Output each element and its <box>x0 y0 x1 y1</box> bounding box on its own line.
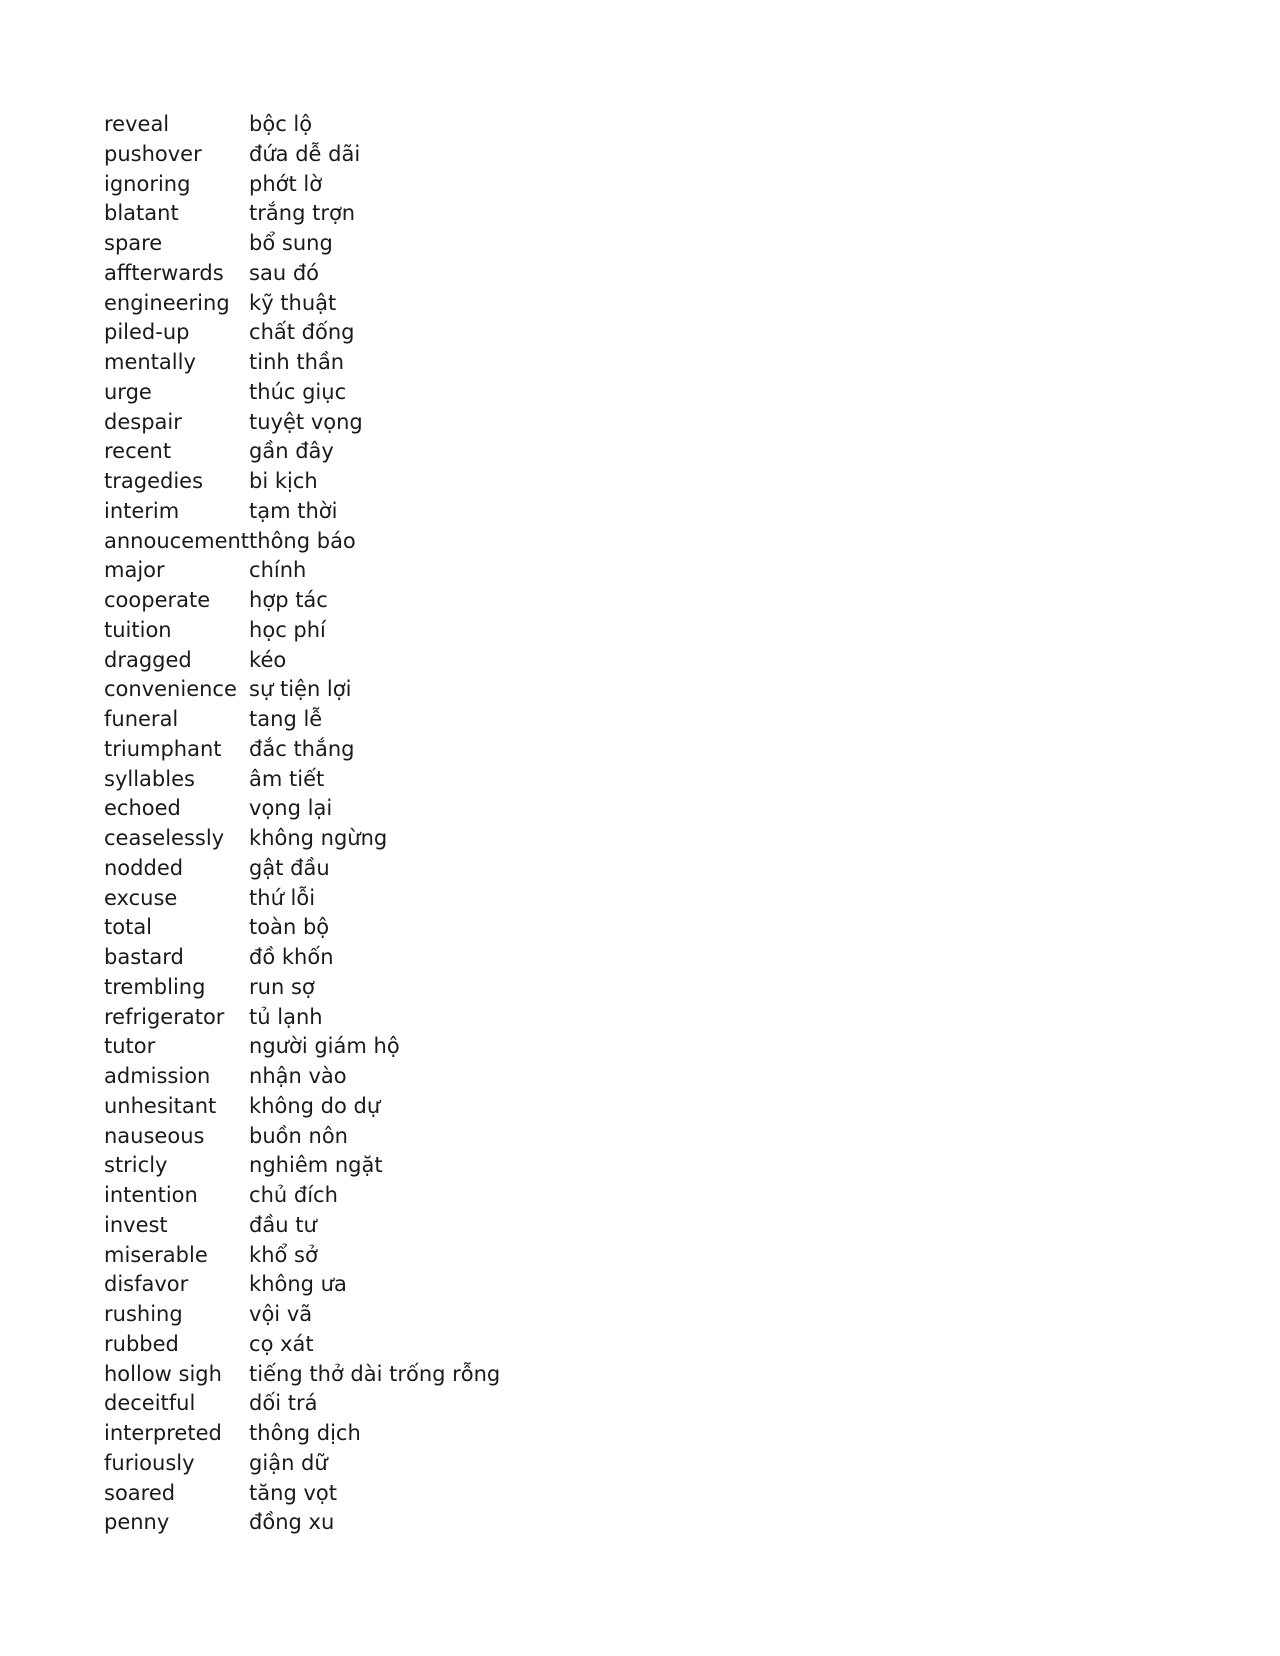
vocabulary-row <box>104 1300 500 1330</box>
vocabulary-row <box>104 110 500 140</box>
english-term: invest <box>104 1212 168 1237</box>
vocabulary-row <box>104 289 500 319</box>
vocabulary-row <box>104 1330 500 1360</box>
vietnamese-meaning: kỹ thuật <box>249 290 337 315</box>
vietnamese-meaning: run sợ <box>249 974 315 999</box>
vietnamese-meaning: tuyệt vọng <box>249 409 363 434</box>
vocabulary-row <box>104 616 500 646</box>
vietnamese-meaning: chất đống <box>249 320 355 345</box>
vocabulary-row <box>104 408 500 438</box>
english-term: echoed <box>104 796 181 821</box>
english-term: excuse <box>104 885 178 910</box>
vocabulary-row <box>104 1508 500 1538</box>
vocabulary-row <box>104 527 500 557</box>
vietnamese-meaning: nhận vào <box>249 1064 347 1088</box>
vietnamese-meaning: chính <box>249 558 307 583</box>
vietnamese-meaning: đắc thắng <box>249 736 355 761</box>
vietnamese-meaning: âm tiết <box>249 766 325 791</box>
english-term: trembling <box>104 974 206 999</box>
english-term: reveal <box>104 112 170 136</box>
vietnamese-meaning: đứa dễ dãi <box>249 141 361 166</box>
vietnamese-meaning: trắng trợn <box>249 201 356 226</box>
vietnamese-meaning: hợp tác <box>249 588 328 612</box>
vocabulary-row <box>104 1479 500 1509</box>
vietnamese-meaning: tinh thần <box>249 350 345 374</box>
vietnamese-meaning: khổ sở <box>249 1242 318 1267</box>
vocabulary-row <box>104 1032 500 1062</box>
vietnamese-meaning: cọ xát <box>249 1331 314 1356</box>
vocabulary-row <box>104 765 500 795</box>
vietnamese-meaning: phớt lờ <box>249 171 323 196</box>
vocabulary-row <box>104 913 500 943</box>
vocabulary-row <box>104 1003 500 1033</box>
english-term: nauseous <box>104 1123 205 1148</box>
vocabulary-row <box>104 140 500 170</box>
english-term: total <box>104 915 153 940</box>
vocabulary-row <box>104 467 500 497</box>
vocabulary-row <box>104 556 500 586</box>
english-term: syllables <box>104 766 195 791</box>
vocabulary-row <box>104 1062 500 1092</box>
vietnamese-meaning: tủ lạnh <box>249 1004 323 1029</box>
english-term: hollow sigh <box>104 1361 222 1386</box>
vietnamese-meaning: tạm thời <box>249 498 338 523</box>
english-term: tuition <box>104 617 172 642</box>
english-term: blatant <box>104 201 179 226</box>
english-term: triumphant <box>104 736 222 761</box>
vocabulary-row <box>104 259 500 289</box>
vocabulary-row <box>104 199 500 229</box>
vocabulary-row <box>104 1122 500 1152</box>
vocabulary-row <box>104 348 500 378</box>
vietnamese-meaning: toàn bộ <box>249 915 330 940</box>
english-term: miserable <box>104 1242 208 1267</box>
vietnamese-meaning: buồn nôn <box>249 1123 348 1148</box>
vietnamese-meaning: gật đầu <box>249 855 330 880</box>
vocabulary-row <box>104 318 500 348</box>
vocabulary-row <box>104 884 500 914</box>
english-term: bastard <box>104 945 184 969</box>
vocabulary-row <box>104 854 500 884</box>
english-term: engineering <box>104 290 230 315</box>
vietnamese-meaning: bộc lộ <box>249 112 313 136</box>
vietnamese-meaning: không ngừng <box>249 826 388 850</box>
english-term: deceitful <box>104 1391 196 1416</box>
vietnamese-meaning: vội vã <box>249 1302 313 1326</box>
english-term: affterwards <box>104 260 224 285</box>
english-term: annoucement <box>104 528 250 553</box>
vietnamese-meaning: vọng lại <box>249 796 333 821</box>
vocabulary-row <box>104 1419 500 1449</box>
english-term: nodded <box>104 855 184 880</box>
english-term: unhesitant <box>104 1093 217 1118</box>
vietnamese-meaning: tiếng thở dài trống rỗng <box>249 1361 501 1386</box>
vocabulary-row <box>104 1211 500 1241</box>
vietnamese-meaning: thứ lỗi <box>249 885 316 910</box>
english-term: cooperate <box>104 588 211 612</box>
vietnamese-meaning: không ưa <box>249 1272 347 1297</box>
english-term: interim <box>104 498 180 523</box>
vocabulary-row <box>104 1449 500 1479</box>
vocabulary-row <box>104 1181 500 1211</box>
vietnamese-meaning: tăng vọt <box>249 1480 337 1505</box>
vietnamese-meaning: tang lễ <box>249 707 323 731</box>
english-term: ceaselessly <box>104 826 225 850</box>
vocabulary-row <box>104 170 500 200</box>
vietnamese-meaning: không do dự <box>249 1093 381 1118</box>
vocabulary-row <box>104 794 500 824</box>
vietnamese-meaning: người giám hộ <box>249 1034 400 1059</box>
english-term: tutor <box>104 1034 156 1059</box>
vocabulary-row <box>104 675 500 705</box>
vietnamese-meaning: giận dữ <box>249 1450 328 1475</box>
vocabulary-row <box>104 1241 500 1271</box>
english-term: rubbed <box>104 1331 179 1356</box>
english-term: pushover <box>104 141 202 166</box>
vocabulary-row <box>104 973 500 1003</box>
vietnamese-meaning: đồ khốn <box>249 945 334 969</box>
english-term: urge <box>104 379 152 404</box>
english-term: refrigerator <box>104 1004 225 1029</box>
vietnamese-meaning: thông dịch <box>249 1421 361 1445</box>
vietnamese-meaning: sự tiện lợi <box>249 677 352 702</box>
english-term: piled-up <box>104 320 190 345</box>
english-term: mentally <box>104 350 196 374</box>
vietnamese-meaning: đầu tư <box>249 1212 317 1237</box>
vocabulary-row <box>104 497 500 527</box>
english-term: soared <box>104 1480 176 1505</box>
vietnamese-meaning: gần đây <box>249 439 334 464</box>
english-term: penny <box>104 1510 170 1535</box>
vocabulary-row <box>104 229 500 259</box>
english-term: spare <box>104 231 163 255</box>
vietnamese-meaning: nghiêm ngặt <box>249 1153 383 1178</box>
english-term: dragged <box>104 647 192 672</box>
vocabulary-row <box>104 943 500 973</box>
english-term: furiously <box>104 1450 195 1475</box>
vocabulary-row <box>104 1092 500 1122</box>
vietnamese-meaning: chủ đích <box>249 1183 338 1207</box>
english-term: intention <box>104 1183 198 1207</box>
vocabulary-table-body <box>104 110 500 1538</box>
vocabulary-row <box>104 824 500 854</box>
vietnamese-meaning: thông báo <box>249 528 356 553</box>
vietnamese-meaning: bi kịch <box>249 469 318 493</box>
vietnamese-meaning: dối trá <box>249 1391 318 1416</box>
english-term: admission <box>104 1064 211 1088</box>
english-term: despair <box>104 409 182 434</box>
vocabulary-row <box>104 1151 500 1181</box>
vocabulary-row <box>104 646 500 676</box>
english-term: funeral <box>104 707 179 731</box>
english-term: rushing <box>104 1302 183 1326</box>
english-term: ignoring <box>104 171 191 196</box>
vocabulary-row <box>104 586 500 616</box>
english-term: major <box>104 558 165 583</box>
vocabulary-row <box>104 705 500 735</box>
vocabulary-row <box>104 378 500 408</box>
vietnamese-meaning: học phí <box>249 617 326 642</box>
english-term: interpreted <box>104 1421 222 1445</box>
vietnamese-meaning: thúc giục <box>249 379 347 404</box>
english-term: tragedies <box>104 469 204 493</box>
vocabulary-row <box>104 735 500 765</box>
vocabulary-row <box>104 1270 500 1300</box>
vietnamese-meaning: sau đó <box>249 260 320 285</box>
english-term: stricly <box>104 1153 168 1178</box>
english-term: convenience <box>104 677 237 702</box>
vocabulary-row <box>104 1389 500 1419</box>
vietnamese-meaning: kéo <box>249 647 287 672</box>
english-term: recent <box>104 439 172 464</box>
vocabulary-row <box>104 437 500 467</box>
vocabulary-row <box>104 1360 500 1390</box>
vocabulary-table <box>104 110 500 1538</box>
vietnamese-meaning: đồng xu <box>249 1510 335 1535</box>
vietnamese-meaning: bổ sung <box>249 231 333 255</box>
english-term: disfavor <box>104 1272 189 1297</box>
